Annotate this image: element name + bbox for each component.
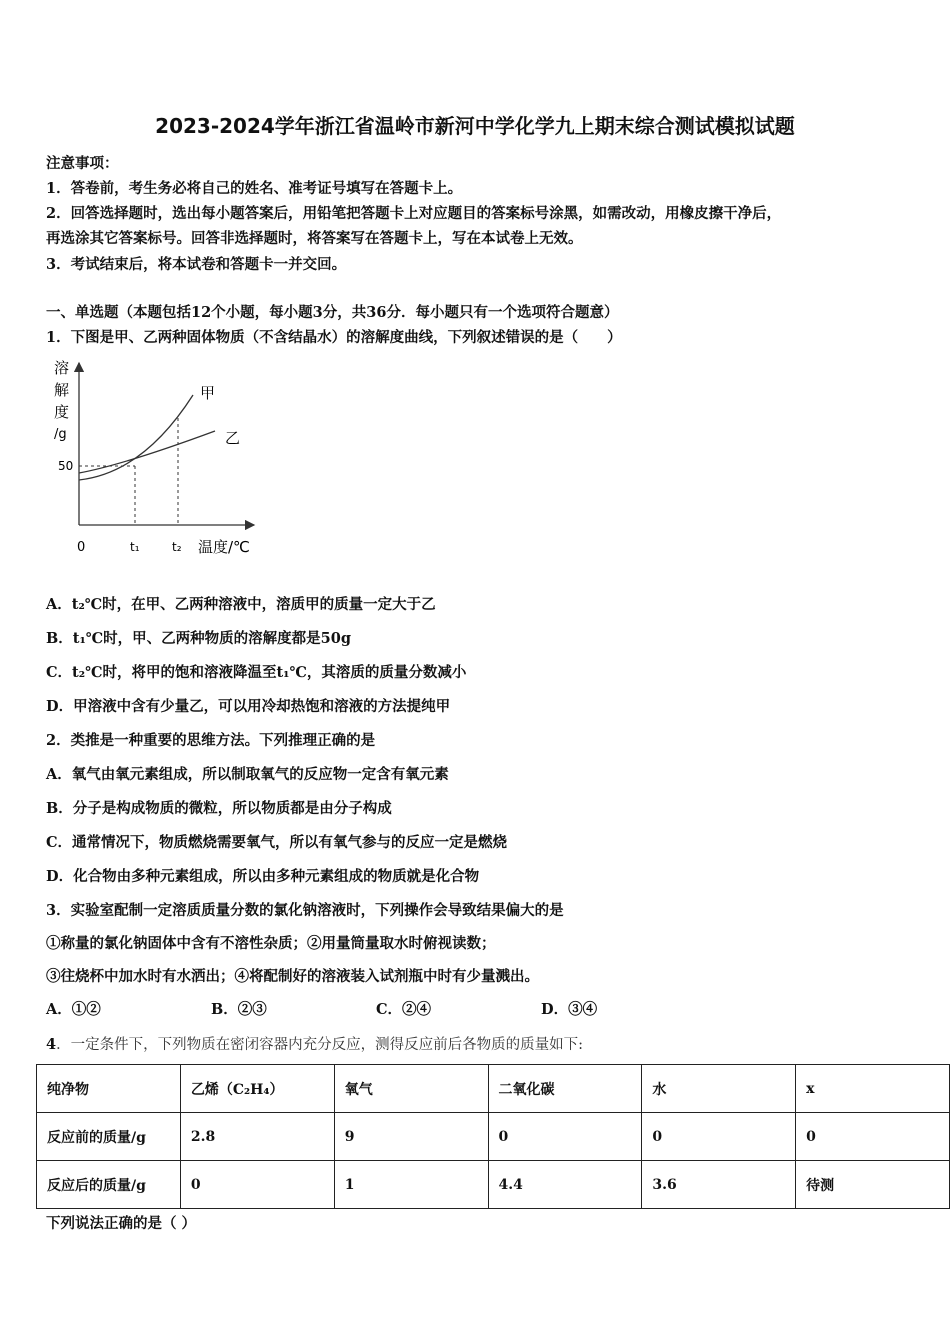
q3-statement-line: ①称量的氯化钠固体中含有不溶性杂质；②用量筒量取水时俯视读数； (46, 935, 496, 952)
table-row (37, 1161, 950, 1209)
question-4-followup: 下列说法正确的是（ ） (46, 1215, 197, 1232)
table-cell: 0 (180, 1161, 334, 1209)
question-4-stem (46, 1033, 583, 1054)
question-2-stem: 2．类推是一种重要的思维方法。下列推理正确的是 (46, 732, 376, 749)
table-header-cell: 乙烯（C₂H₄） (180, 1065, 334, 1113)
q3-option-a: A．①② (46, 1001, 101, 1018)
question-4-text: ．一定条件下，下列物质在密闭容器内充分反应，测得反应前后各物质的质量如下: (56, 1037, 583, 1053)
section-heading: 一、单选题（本题包括12个小题，每小题3分，共36分．每小题只有一个选项符合题意） (46, 304, 619, 321)
table-row (37, 1113, 950, 1161)
origin-label: 0 (77, 540, 86, 555)
q2-option-b: B．分子是构成物质的微粒，所以物质都是由分子构成 (46, 800, 392, 817)
q3-option-d: D．③④ (541, 1001, 598, 1018)
q3-options (46, 998, 597, 1019)
y-label-char: 度 (54, 403, 70, 421)
notice-heading: 注意事项： (46, 155, 119, 172)
q3-option-b: B．②③ (211, 1001, 267, 1018)
q2-option-d: D．化合物由多种元素组成，所以由多种元素组成的物质就是化合物 (46, 868, 480, 885)
table-header-row (37, 1065, 950, 1113)
q3-option-c: C．②④ (376, 1001, 432, 1018)
curve-yi (79, 431, 215, 473)
table-header-cell: 二氧化碳 (488, 1065, 642, 1113)
q1-option-b: B．t₁℃时，甲、乙两种物质的溶解度都是50g (46, 630, 351, 647)
y-label-char: 溶 (54, 359, 70, 377)
solubility-graph (48, 355, 278, 565)
table-header-cell: 水 (642, 1065, 796, 1113)
q1-option-d: D．甲溶液中含有少量乙，可以用冷却热饱和溶液的方法提纯甲 (46, 698, 451, 715)
table-cell: 3.6 (642, 1161, 796, 1209)
table-cell: 反应前的质量/g (37, 1113, 181, 1161)
curve-jia (79, 395, 193, 480)
table-cell: 0 (642, 1113, 796, 1161)
table-cell: 4.4 (488, 1161, 642, 1209)
t2-label: t₂ (172, 540, 182, 554)
question-1-stem: 1．下图是甲、乙两种固体物质（不含结晶水）的溶解度曲线，下列叙述错误的是（ ） (46, 329, 622, 346)
table-cell: 0 (796, 1113, 950, 1161)
table-header-cell: x (796, 1065, 950, 1113)
table-cell: 9 (334, 1113, 488, 1161)
q2-option-c: C．通常情况下，物质燃烧需要氧气，所以有氧气参与的反应一定是燃烧 (46, 834, 508, 851)
page-title: 2023-2024学年浙江省温岭市新河中学化学九上期末综合测试模拟试题 (155, 114, 795, 138)
q3-statement-line: ③往烧杯中加水时有水洒出；④将配制好的溶液装入试剂瓶中时有少量溅出。 (46, 968, 539, 985)
notice-item: 2．回答选择题时，选出每小题答案后，用铅笔把答题卡上对应题目的答案标号涂黑，如需改动，用橡皮擦干净后， (46, 205, 782, 222)
table-cell: 反应后的质量/g (37, 1161, 181, 1209)
table-cell: 0 (488, 1113, 642, 1161)
t1-label: t₁ (130, 540, 140, 554)
table-cell: 2.8 (180, 1113, 334, 1161)
table-header-cell: 纯净物 (37, 1065, 181, 1113)
notice-item: 1．答卷前，考生务必将自己的姓名、准考证号填写在答题卡上。 (46, 180, 463, 197)
notice-item: 3．考试结束后，将本试卷和答题卡一并交回。 (46, 256, 347, 273)
notice-item: 再选涂其它答案标号。回答非选择题时，将答案写在答题卡上，写在本试卷上无效。 (46, 230, 583, 247)
question-3-stem: 3．实验室配制一定溶质质量分数的氯化钠溶液时，下列操作会导致结果偏大的是 (46, 902, 564, 919)
table-cell: 待测 (796, 1161, 950, 1209)
curve-yi-label: 乙 (225, 429, 241, 447)
y-label-char: /g (54, 427, 67, 442)
q2-option-a: A．氧气由氧元素组成，所以制取氧气的反应物一定含有氧元素 (46, 766, 449, 783)
table-cell: 1 (334, 1161, 488, 1209)
table-header-cell: 氧气 (334, 1065, 488, 1113)
x-axis-label: 温度/℃ (198, 538, 250, 556)
q1-option-c: C．t₂℃时，将甲的饱和溶液降温至t₁℃，其溶质的质量分数减小 (46, 664, 467, 681)
curve-jia-label: 甲 (200, 384, 216, 402)
question-4-number: 4 (46, 1036, 57, 1053)
q1-option-a: A．t₂℃时，在甲、乙两种溶液中，溶质甲的质量一定大于乙 (46, 596, 436, 613)
y-label-char: 解 (54, 381, 70, 399)
y-tick-50: 50 (58, 459, 74, 473)
mass-table (36, 1064, 950, 1209)
